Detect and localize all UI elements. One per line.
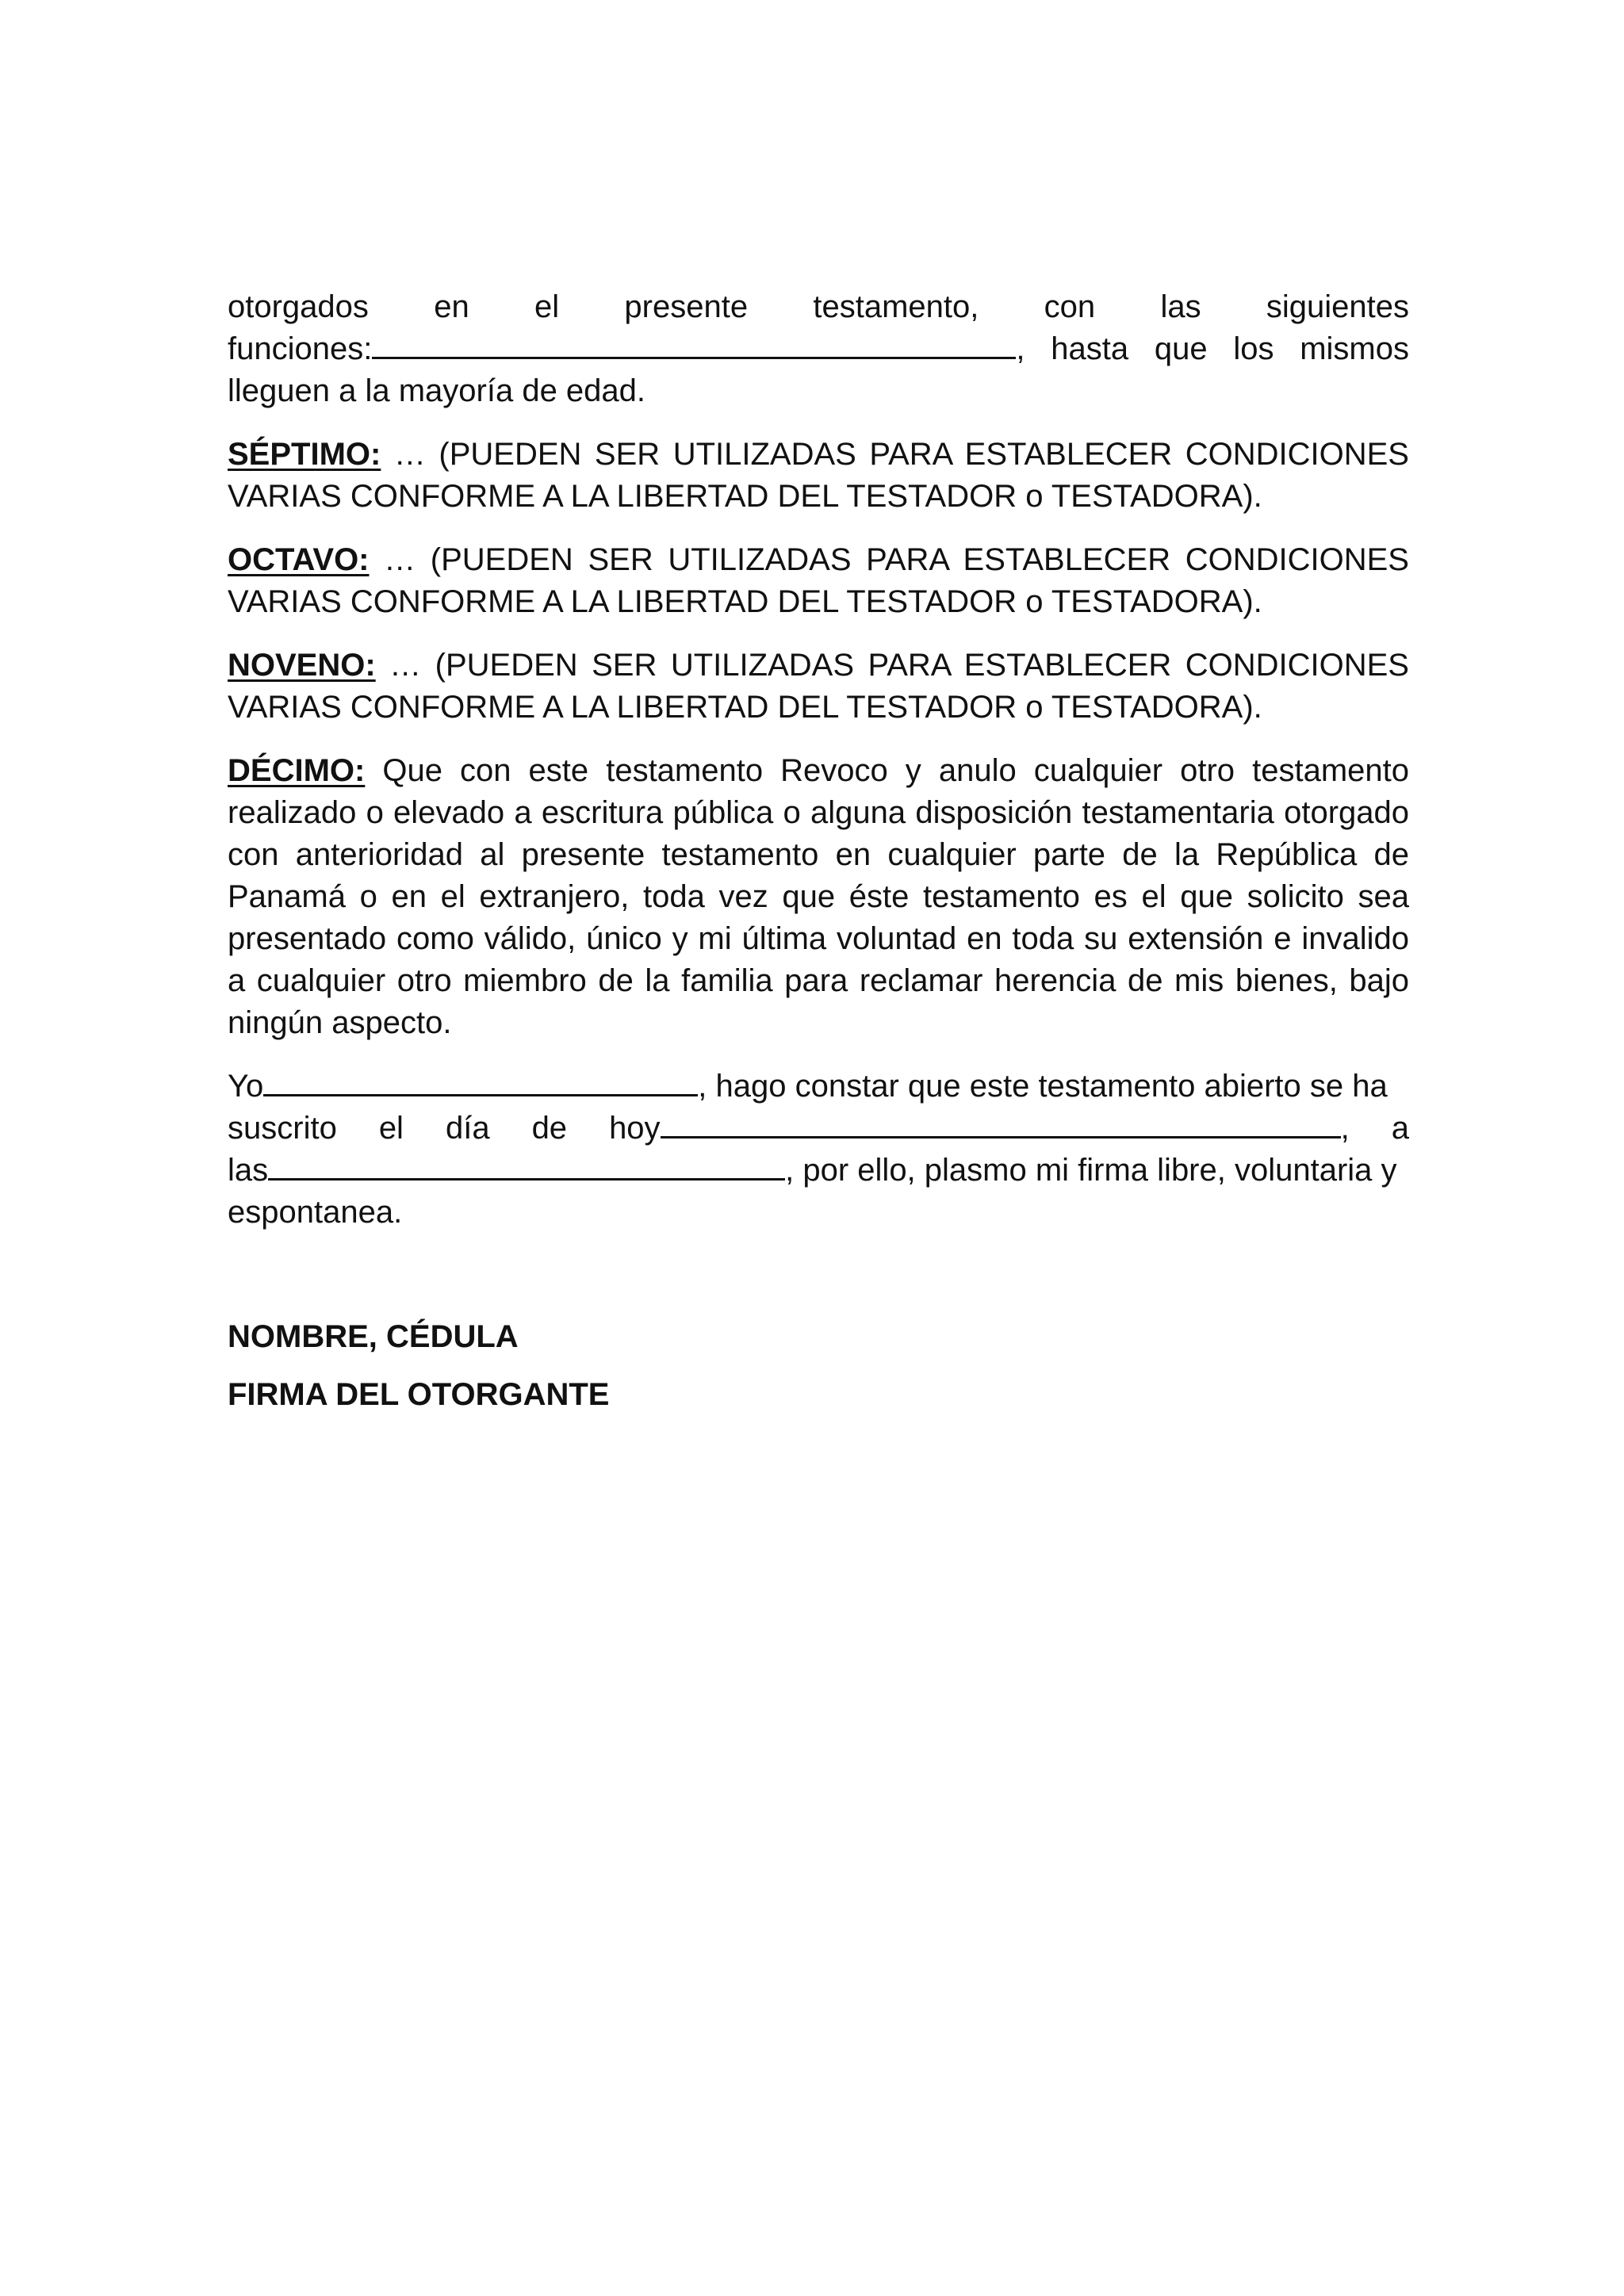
las-label: las (228, 1153, 269, 1188)
intro-word: presente (624, 289, 749, 324)
funciones-label: funciones: (228, 331, 373, 366)
intro-word: hasta (1051, 331, 1129, 366)
intro-word: en (434, 289, 469, 324)
closing-line-2 (228, 1108, 1409, 1150)
signature-name-cedula: NOMBRE, CÉDULA (228, 1319, 519, 1354)
clause-text: … (PUEDEN SER UTILIZADAS PARA ESTABLECER CONDICIONES VARIAS CONFORME A LA LIBERTAD DEL TESTADOR o TESTADORA). (228, 542, 1409, 619)
funciones-group (228, 328, 1025, 370)
las-group (228, 1150, 1397, 1192)
yo-label: Yo (228, 1069, 264, 1104)
name-blank-line (263, 1066, 698, 1096)
closing-word: a (1391, 1111, 1409, 1146)
clause-heading: OCTAVO: (228, 542, 370, 577)
hoy-group (609, 1108, 1350, 1150)
clause-text: … (PUEDEN SER UTILIZADAS PARA ESTABLECER CONDICIONES VARIAS CONFORME A LA LIBERTAD DEL TESTADOR o TESTADORA). (228, 648, 1409, 725)
closing-line-1 (228, 1066, 1409, 1108)
clause-heading: DÉCIMO: (228, 753, 366, 788)
clause-decimo (228, 750, 1409, 1044)
date-blank-line (661, 1108, 1341, 1138)
intro-line-3: lleguen a la mayoría de edad. (228, 373, 646, 408)
intro-word: que (1154, 331, 1208, 366)
clause-septimo (228, 434, 1409, 518)
las-after-text: , por ello, plasmo mi firma libre, voluntaria y (785, 1153, 1397, 1188)
intro-word: testamento, (813, 289, 979, 324)
time-blank-line (268, 1150, 785, 1181)
hoy-comma: , (1340, 1111, 1350, 1146)
intro-word: siguientes (1266, 289, 1409, 324)
closing-line-3 (228, 1150, 1409, 1192)
intro-word: las (1160, 289, 1201, 324)
yo-after-text: , hago constar que este testamento abierto se ha (698, 1069, 1388, 1104)
intro-word: los (1233, 331, 1274, 366)
intro-line-1 (228, 286, 1409, 328)
hoy-label: hoy (609, 1111, 661, 1146)
closing-line-4: espontanea. (228, 1195, 403, 1230)
clause-text: Que con este testamento Revoco y anulo cualquier otro testamento realizado o elevado a escritura pública o alguna disposición testamentaria otorgado con anterioridad al presente testamento en cualquier parte de la República de Panamá o en el extranjero, toda vez que éste testamento es el que solicito sea presentado como válido, único y mi última voluntad en toda su extensión e invalido a cualquier otro miembro de la familia para reclamar herencia de mis bienes, bajo ningún aspecto. (228, 753, 1409, 1040)
closing-word: de (531, 1111, 568, 1146)
closing-paragraph (228, 1066, 1409, 1234)
closing-word: día (445, 1111, 490, 1146)
clause-octavo (228, 539, 1409, 623)
closing-word: suscrito (228, 1111, 337, 1146)
clause-text: … (PUEDEN SER UTILIZADAS PARA ESTABLECER CONDICIONES VARIAS CONFORME A LA LIBERTAD DEL TESTADOR o TESTADORA). (228, 437, 1409, 514)
document-body (228, 286, 1409, 1234)
intro-word: con (1044, 289, 1096, 324)
clause-heading: NOVENO: (228, 648, 376, 683)
clause-noveno (228, 645, 1409, 729)
clause-heading: SÉPTIMO: (228, 437, 381, 472)
closing-word: el (378, 1111, 404, 1146)
intro-paragraph (228, 286, 1409, 412)
funciones-blank-line (372, 328, 1016, 359)
intro-word: otorgados (228, 289, 369, 324)
signature-firma-otorgante: FIRMA DEL OTORGANTE (228, 1377, 610, 1412)
yo-group (228, 1066, 1388, 1108)
intro-line-2 (228, 328, 1409, 370)
intro-word: el (534, 289, 560, 324)
funciones-comma: , (1016, 331, 1025, 366)
intro-word: mismos (1300, 331, 1409, 366)
